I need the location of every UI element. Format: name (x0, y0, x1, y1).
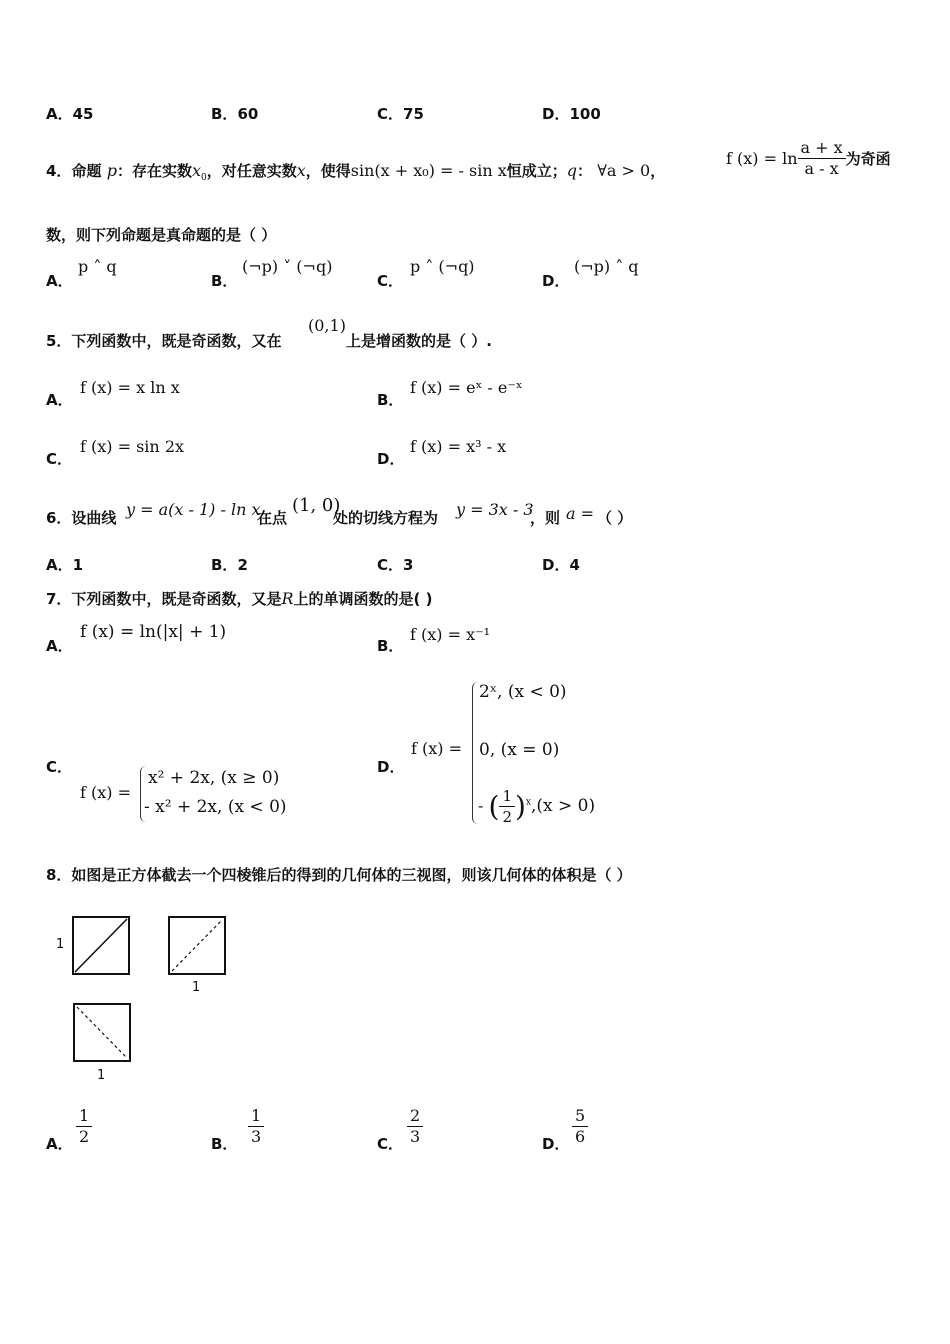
q5-stem-b: 上是增函数的是（ ）. (346, 332, 492, 350)
q7-option-c-case1: x² + 2x, (x ≥ 0) (148, 768, 280, 788)
three-view-front (72, 916, 130, 975)
q3-option-d: D．100 (542, 105, 601, 123)
q8-option-d-label: D． (542, 1135, 570, 1153)
q7-option-d-label: D． (377, 758, 405, 776)
q5-option-c-expr: f (x) = sin 2x (80, 437, 185, 456)
q7-option-b-label: B． (377, 637, 404, 655)
q5-stem-a: 5．下列函数中，既是奇函数，又在 (46, 332, 282, 350)
q7-option-c-lhs: f (x) = (80, 783, 132, 802)
q7-option-a-expr: f (x) = ln(|x| + 1) (80, 622, 227, 642)
q8-option-a-fraction: $\frac{1}{2}$ (76, 1106, 92, 1147)
q5-option-a-label: A． (46, 391, 73, 409)
q6-curve: y = a(x - 1) - ln x (126, 500, 261, 519)
q6-stem-b: 在点 (257, 509, 288, 527)
q4-odd-function-expression: f (x) = ln $\frac{a + x}{a - x}$ 为奇函 (726, 138, 891, 178)
q5-option-b-expr: f (x) = eˣ - e⁻ˣ (410, 378, 523, 397)
q8-option-d-fraction: $\frac{5}{6}$ (572, 1106, 588, 1147)
q6-option-c: C．3 (377, 556, 414, 574)
q4-stem-line1: 4．命题 p：存在实数$x_0$，对任意实数x，使得sin(x + x₀) = - sin x恒成立；q： ∀a > 0， (46, 161, 666, 183)
q4-option-b-expr: (¬p) ˅ (¬q) (242, 257, 333, 276)
q4-option-d-expr: (¬p) ˄ q (574, 257, 639, 276)
q6-stem-a: 6．设曲线 (46, 509, 117, 527)
q6-a-equals: a = (566, 504, 595, 523)
q4-stem-line2: 数，则下列命题是真命题的是（ ） (46, 226, 277, 244)
q6-stem-d: ，则 (530, 509, 561, 527)
front-view-solid-diagonal (74, 918, 128, 973)
q6-point: (1, 0) (292, 495, 341, 516)
q3-option-a: A．45 (46, 105, 94, 123)
q7-option-d-case1: 2ˣ, (x < 0) (479, 682, 567, 702)
q7-stem: 7．下列函数中，既是奇函数，又是R上的单调函数的是( ) (46, 589, 433, 608)
q5-option-d-expr: f (x) = x³ - x (410, 437, 507, 456)
q7-option-d-case3: - ( $\frac{1}{2}$ )$^x$,(x > 0) (478, 787, 596, 826)
three-view-top (73, 1003, 131, 1062)
q5-option-c-label: C． (46, 450, 73, 468)
side-view-dashed-diagonal (170, 918, 224, 973)
q4-option-b-label: B． (211, 272, 238, 290)
q8-option-c-label: C． (377, 1135, 404, 1153)
q7-option-c-case2: - x² + 2x, (x < 0) (144, 797, 287, 817)
q8-option-b-fraction: $\frac{1}{3}$ (248, 1106, 264, 1147)
q7-option-c-label: C． (46, 758, 73, 776)
q5-option-b-label: B． (377, 391, 404, 409)
q7-option-d-lhs: f (x) = (411, 739, 463, 758)
q6-stem-e: （ ） (597, 509, 633, 527)
q5-option-a-expr: f (x) = x ln x (80, 378, 180, 397)
q4-option-c-label: C． (377, 272, 404, 290)
three-view-side (168, 916, 226, 975)
q3-option-c: C．75 (377, 105, 424, 123)
q4-option-a-expr: p ˄ q (78, 257, 117, 276)
q8-option-a-label: A． (46, 1135, 73, 1153)
q4-option-d-label: D． (542, 272, 570, 290)
q4-option-a-label: A． (46, 272, 73, 290)
q7-option-b-expr: f (x) = x⁻¹ (410, 625, 490, 644)
q8-option-b-label: B． (211, 1135, 238, 1153)
top-view-dashed-diagonal (75, 1005, 129, 1060)
front-view-side-label: 1 (56, 937, 65, 952)
q4-option-c-expr: p ˄ (¬q) (410, 257, 475, 276)
q6-stem-c: 处的切线方程为 (333, 509, 439, 527)
q5-interval: (0,1) (308, 316, 346, 335)
side-view-bottom-label: 1 (192, 980, 201, 995)
q6-option-b: B．2 (211, 556, 248, 574)
q7-option-d-case2: 0, (x = 0) (479, 740, 560, 760)
q6-option-d: D．4 (542, 556, 580, 574)
q8-stem: 8．如图是正方体截去一个四棱锥后的得到的几何体的三视图，则该几何体的体积是（ ） (46, 866, 632, 884)
q3-option-b: B．60 (211, 105, 259, 123)
q6-option-a: A．1 (46, 556, 84, 574)
q8-option-c-fraction: $\frac{2}{3}$ (407, 1106, 423, 1147)
q4-sin-expression: sin(x + x₀) = - sin x (350, 161, 507, 180)
q6-tangent: y = 3x - 3 (456, 500, 534, 519)
q7-option-a-label: A． (46, 637, 73, 655)
q5-option-d-label: D． (377, 450, 405, 468)
top-view-bottom-label: 1 (97, 1068, 106, 1083)
